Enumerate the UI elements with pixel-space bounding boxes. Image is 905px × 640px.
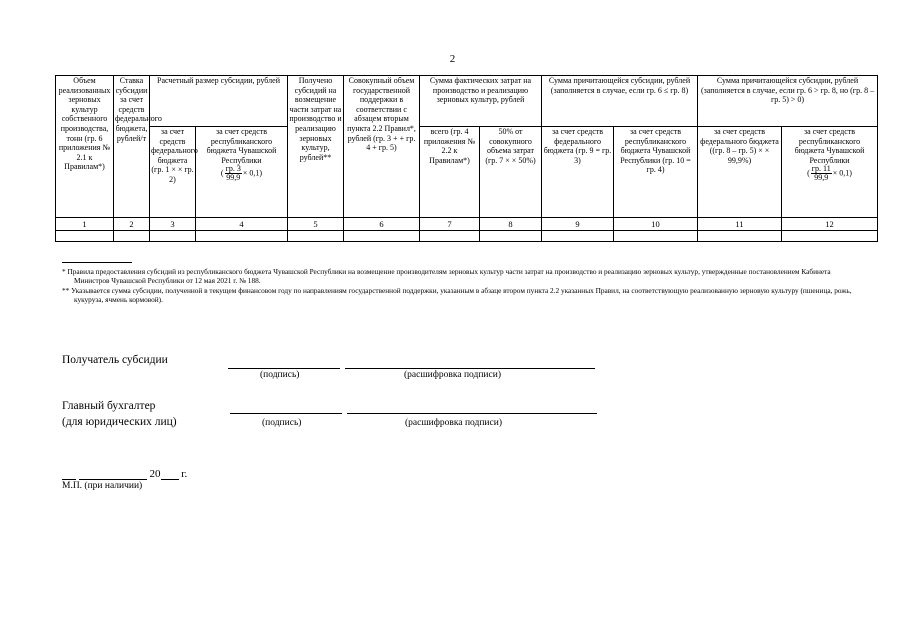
fraction xyxy=(811,165,832,182)
header-volume: Объем реализованных зерновых культур собственного производства, тонн (гр. 6 приложения № 2.1 к Правилам*) xyxy=(56,76,114,218)
header-due2-federal: за счет средств федерального бюджета ((гр. 8 – гр. 5) × × 99,9%) xyxy=(698,127,782,218)
header-due-subsidy: Сумма причитающейся субсидии, рублей (заполняется в случае, если гр. 6 ≤ гр. 8) xyxy=(542,76,698,127)
page-number: 2 xyxy=(449,53,456,65)
footnote-divider xyxy=(62,262,132,263)
column-number: 8 xyxy=(480,218,542,231)
header-calc-republic: за счет средств республиканского бюджета Чувашской Республики ( $\frac{гр. 3}{99,9}$ × 0,1) xyxy=(196,127,288,218)
header-rate: Ставка субсидии за счет средств федерального бюджета, рублей/т xyxy=(114,76,150,218)
header-due-subsidy-case2: Сумма причитающейся субсидии, рублей (заполняется в случае, если гр. 6 > гр. 8, но (гр. 8 – гр. 5) > 0) xyxy=(698,76,878,127)
header-actual-50-percent: 50% от совокупного объема затрат (гр. 7 × × 50%) xyxy=(480,127,542,218)
year-blank[interactable] xyxy=(161,468,179,480)
table-cell[interactable] xyxy=(56,231,114,242)
header-actual-costs: Сумма фактических затрат на производство и реализацию зерновых культур, рублей xyxy=(420,76,542,127)
table-cell[interactable] xyxy=(614,231,698,242)
column-number: 12 xyxy=(782,218,878,231)
fraction-denominator: 99,9 xyxy=(226,173,241,183)
year-suffix: г. xyxy=(181,468,188,480)
footnote-received: ** Указывается сумма субсидии, полученной в текущем финансовом году по направлениям государственной поддержки, указанным в абзаце втором пункта 2.2 указанных Правил, на соответствующую реализованную зерновую культуру (пшеница, рожь, кукуруза, ячмень кормовой). xyxy=(62,285,852,305)
column-number: 5 xyxy=(288,218,344,231)
fraction-denominator: 99,9 xyxy=(814,173,829,183)
column-number: 9 xyxy=(542,218,614,231)
multiplier: × 0,1 xyxy=(832,168,850,178)
column-number: 11 xyxy=(698,218,782,231)
table-cell[interactable] xyxy=(196,231,288,242)
column-number: 1 xyxy=(56,218,114,231)
column-number: 10 xyxy=(614,218,698,231)
month-blank[interactable] xyxy=(79,468,147,480)
table-cell[interactable] xyxy=(782,231,878,242)
footnote-rules: * Правила предоставления субсидий из республиканского бюджета Чувашской Республики на возмещение производителям зерновых культур части затрат на производство и реализацию зерновых культур, утвержденные постановлением Кабинета Министров Чувашской Республики от 12 мая 2021 г. № 188. xyxy=(62,267,831,286)
fraction-numerator: гр. 3 xyxy=(225,164,241,174)
year-prefix: 20 xyxy=(149,468,161,480)
header-total-support: Совокупный объем государственной поддержки в соответствии с абзацем вторым пункта 2.2 Правил*, рублей (гр. 3 + + гр. 4 + гр. 5) xyxy=(344,76,420,218)
table-cell[interactable] xyxy=(420,231,480,242)
stamp-note: М.П. (при наличии) xyxy=(62,481,143,491)
empty-data-row xyxy=(56,231,878,242)
recipient-signature-line[interactable] xyxy=(228,368,340,369)
recipient-label: Получатель субсидии xyxy=(62,354,168,366)
column-number: 3 xyxy=(150,218,196,231)
due2-republic-text: за счет средств республиканского бюджета Чувашской Республики xyxy=(794,127,865,165)
multiplier: × 0,1 xyxy=(242,168,260,178)
header-calc-federal: за счет средств федерального бюджета (гр. 1 × × гр. 2) xyxy=(150,127,196,218)
recipient-decoding-line[interactable] xyxy=(345,368,595,369)
fraction-numerator: гр. 11 xyxy=(811,164,831,174)
table-cell[interactable] xyxy=(288,231,344,242)
table-cell[interactable] xyxy=(542,231,614,242)
table-cell[interactable] xyxy=(150,231,196,242)
header-calculated-subsidy: Расчетный размер субсидии, рублей xyxy=(150,76,288,127)
date-line xyxy=(62,468,187,480)
column-number: 7 xyxy=(420,218,480,231)
header-due-republic: за счет средств республиканского бюджета Чувашской Республики (гр. 10 = гр. 4) xyxy=(614,127,698,218)
subsidy-calculation-table xyxy=(55,75,878,242)
header-due2-republic: за счет средств республиканского бюджета Чувашской Республики ( $\frac{гр. 11}{99,9}$ × 0,1) xyxy=(782,127,878,218)
fraction xyxy=(225,165,242,182)
footnotes xyxy=(62,267,852,305)
table-cell[interactable] xyxy=(698,231,782,242)
decoding-caption: (расшифровка подписи) xyxy=(404,370,501,380)
calc-republic-text: за счет средств республиканского бюджета Чувашской Республики xyxy=(206,127,277,165)
table-cell[interactable] xyxy=(114,231,150,242)
header-due-federal: за счет средств федерального бюджета (гр. 9 = гр. 3) xyxy=(542,127,614,218)
header-received-subsidies: Получено субсидий на возмещение части затрат на производство и реализацию зерновых культур, рублей** xyxy=(288,76,344,218)
table-cell[interactable] xyxy=(480,231,542,242)
day-blank[interactable] xyxy=(62,468,76,480)
signature-caption: (подпись) xyxy=(262,418,302,428)
column-number: 6 xyxy=(344,218,420,231)
column-number: 4 xyxy=(196,218,288,231)
table-cell[interactable] xyxy=(344,231,420,242)
accountant-label: Главный бухгалтер xyxy=(62,400,156,412)
accountant-decoding-line[interactable] xyxy=(347,413,597,414)
column-number: 2 xyxy=(114,218,150,231)
header-actual-total: всего (гр. 4 приложения № 2.2 к Правилам*) xyxy=(420,127,480,218)
column-number-row xyxy=(56,218,878,231)
accountant-signature-line[interactable] xyxy=(230,413,342,414)
decoding-caption: (расшифровка подписи) xyxy=(405,418,502,428)
signature-caption: (подпись) xyxy=(260,370,300,380)
accountant-sublabel: (для юридических лиц) xyxy=(62,416,177,428)
